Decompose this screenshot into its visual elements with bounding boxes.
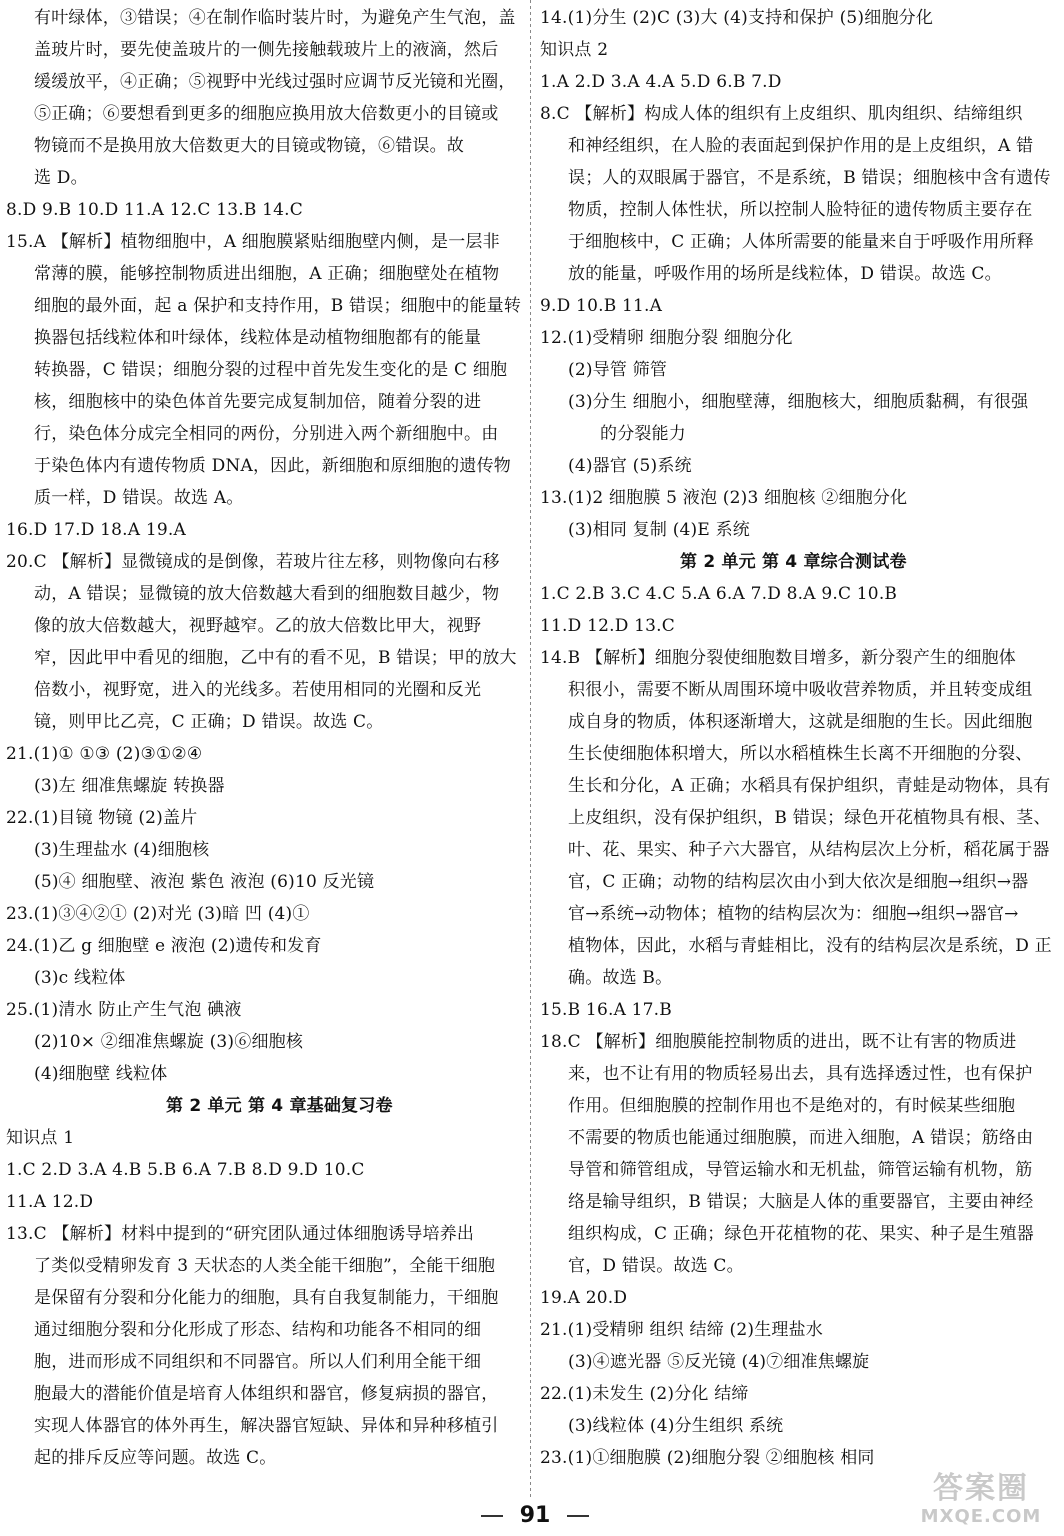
text-line: 导管和筛管组成，导管运输水和无机盐，筛管运输有机物，筋 <box>568 1160 1033 1180</box>
text-line: 了类似受精卵发育 3 天状态的人类全能干细胞”，全能干细胞 <box>34 1256 496 1276</box>
answer-line: 24.(1)乙 g 细胞壁 e 液泡 (2)遗传和发育 <box>6 936 322 956</box>
text-line: 像的放大倍数越大，视野越窄。乙的放大倍数比甲大，视野 <box>34 616 482 636</box>
text-line: 误；人的双眼属于器官，不是系统，B 错误；细胞核中含有遗传 <box>568 168 1051 188</box>
watermark-text: 答案圈 <box>933 1471 1029 1506</box>
answer-line: 8.D 9.B 10.D 11.A 12.C 13.B 14.C <box>6 200 303 220</box>
answer-line: 23.(1)①细胞膜 (2)细胞分裂 ②细胞核 相同 <box>540 1448 875 1468</box>
text-line: 放的能量，呼吸作用的场所是线粒体，D 错误。故选 C。 <box>568 264 1002 284</box>
answer-line: 11.D 12.D 13.C <box>540 616 675 636</box>
answer-line: 15.B 16.A 17.B <box>540 1000 672 1020</box>
text-line: 通过细胞分裂和分化形成了形态、结构和功能各不相同的细 <box>34 1320 482 1340</box>
answer-line: 12.(1)受精卵 细胞分裂 细胞分化 <box>540 328 793 348</box>
text-line: 积很小，需要不断从周围环境中吸收营养物质，并且转变成组 <box>568 680 1033 700</box>
text-line: 成自身的物质，体积逐渐增大，这就是细胞的生长。因此细胞 <box>568 712 1033 732</box>
answer-line: (3)左 细准焦螺旋 转换器 <box>34 776 225 796</box>
text-line: 植物体，因此，水稻与青蛙相比，没有的结构层次是系统，D 正 <box>568 936 1052 956</box>
text-line: 于细胞核中，C 正确；人体所需要的能量来自于呼吸作用所释 <box>568 232 1035 252</box>
text-line: 官→系统→动物体；植物的结构层次为：细胞→组织→器官→ <box>568 904 1019 924</box>
answer-line: 8.C 【解析】构成人体的组织有上皮组织、肌肉组织、结缔组织 <box>540 104 1023 124</box>
page-number: 91 <box>505 1502 565 1530</box>
answer-line: (4)器官 (5)系统 <box>568 456 692 476</box>
text-line: 盖玻片时，要先使盖玻片的一侧先接触载玻片上的液滴，然后 <box>34 40 499 60</box>
text-line: 组织构成，C 正确；绿色开花植物的花、果实、种子是生殖器 <box>568 1224 1035 1244</box>
answer-line: 21.(1)① ①③ (2)③①②④ <box>6 744 203 764</box>
text-line: 来，也不让有用的物质轻易出去，具有选择透过性，也有保护 <box>568 1064 1033 1084</box>
answer-line: 20.C 【解析】显微镜成的是倒像，若玻片往左移，则物像向右移 <box>6 552 500 572</box>
text-line: 作用。但细胞膜的控制作用也不是绝对的，有时候某些细胞 <box>568 1096 1016 1116</box>
answer-line: 13.(1)2 细胞膜 5 液泡 (2)3 细胞核 ②细胞分化 <box>540 488 908 508</box>
text-line: 缓缓放平，④正确；⑤视野中光线过强时应调节反光镜和光圈， <box>34 72 516 92</box>
text-line: 倍数小，视野宽，进入的光线多。若使用相同的光圈和反光 <box>34 680 482 700</box>
answer-line: 19.A 20.D <box>540 1288 628 1308</box>
text-line: 行，染色体分成完全相同的两份，分别进入两个新细胞中。由 <box>34 424 499 444</box>
text-line: 上皮组织，没有保护组织，B 错误；绿色开花植物具有根、茎、 <box>568 808 1051 828</box>
text-line: 是保留有分裂和分化能力的细胞，具有自我复制能力，干细胞 <box>34 1288 499 1308</box>
answer-line: (3)④遮光器 ⑤反光镜 (4)⑦细准焦螺旋 <box>568 1352 870 1372</box>
text-line: 确。故选 B。 <box>568 968 673 988</box>
text-line: 叶、花、果实、种子六大器官，从结构层次上分析，稻花属于器 <box>568 840 1050 860</box>
answer-line: 16.D 17.D 18.A 19.A <box>6 520 186 540</box>
text-line: 于染色体内有遗传物质 DNA，因此，新细胞和原细胞的遗传物 <box>34 456 511 476</box>
text-line: 窄，因此甲中看见的细胞，乙中有的看不见，B 错误；甲的放大 <box>34 648 517 668</box>
text-line: 实现人体器官的体外再生，解决器官短缺、异体和异种移植引 <box>34 1416 499 1436</box>
answer-line: (5)④ 细胞壁、液泡 紫色 液泡 (6)10 反光镜 <box>34 872 375 892</box>
answer-line: (4)细胞壁 线粒体 <box>34 1064 168 1084</box>
subsection-label: 知识点 1 <box>6 1128 75 1148</box>
text-line: 物质，控制人体性状，所以控制人脸特征的遗传物质主要存在 <box>568 200 1033 220</box>
text-line: 生长使细胞体积增大，所以水稻植株生长离不开细胞的分裂、 <box>568 744 1033 764</box>
text-line: 官，D 错误。故选 C。 <box>568 1256 744 1276</box>
text-line: 生长和分化，A 正确；水稻具有保护组织，青蛙是动物体，具有 <box>568 776 1051 796</box>
text-line: 物镜而不是换用放大倍数更大的目镜或物镜，⑥错误。故 <box>34 136 464 156</box>
text-line: 胞最大的潜能价值是培育人体组织和器官，修复病损的器官， <box>34 1384 499 1404</box>
section-heading: 第 2 单元 第 4 章综合测试卷 <box>680 552 907 572</box>
answer-line: 14.B 【解析】细胞分裂使细胞数目增多，新分裂产生的细胞体 <box>540 648 1016 668</box>
watermark-logo <box>906 1472 1056 1530</box>
answer-line: 25.(1)清水 防止产生气泡 碘液 <box>6 1000 242 1020</box>
text-line: 不需要的物质也能通过细胞膜，而进入细胞，A 错误；筋络由 <box>568 1128 1034 1148</box>
answer-line: (3)生理盐水 (4)细胞核 <box>34 840 210 860</box>
watermark-url: MXQE.COM <box>920 1506 1042 1527</box>
answer-line: (3)线粒体 (4)分生组织 系统 <box>568 1416 784 1436</box>
text-line: 常薄的膜，能够控制物质进出细胞，A 正确；细胞壁处在植物 <box>34 264 500 284</box>
answer-line: 的分裂能力 <box>600 424 686 444</box>
subsection-label: 知识点 2 <box>540 40 609 60</box>
text-line: 和神经组织，在人脸的表面起到保护作用的是上皮组织，A 错 <box>568 136 1034 156</box>
text-line: 细胞的最外面，起 a 保护和支持作用，B 错误；细胞中的能量转 <box>34 296 522 316</box>
column-divider <box>530 0 531 1500</box>
text-line: 核，细胞核中的染色体首先要完成复制加倍，随着分裂的进 <box>34 392 482 412</box>
text-line: 换器包括线粒体和叶绿体，线粒体是动植物细胞都有的能量 <box>34 328 482 348</box>
answer-line: 22.(1)目镜 物镜 (2)盖片 <box>6 808 198 828</box>
answer-line: (3)分生 细胞小，细胞壁薄，细胞核大，细胞质黏稠，有很强 <box>568 392 1029 412</box>
answer-line: (3)相同 复制 (4)E 系统 <box>568 520 750 540</box>
answer-line: 9.D 10.B 11.A <box>540 296 663 316</box>
text-line: 起的排斥反应等问题。故选 C。 <box>34 1448 277 1468</box>
answer-line: 1.C 2.D 3.A 4.B 5.B 6.A 7.B 8.D 9.D 10.C <box>6 1160 365 1180</box>
answer-line: 1.A 2.D 3.A 4.A 5.D 6.B 7.D <box>540 72 782 92</box>
text-line: 选 D。 <box>34 168 88 188</box>
answer-line: 21.(1)受精卵 组织 结缔 (2)生理盐水 <box>540 1320 824 1340</box>
text-line: 动，A 错误；显微镜的放大倍数越大看到的细胞数目越少，物 <box>34 584 500 604</box>
text-line: ⑤正确；⑥要想看到更多的细胞应换用放大倍数更小的目镜或 <box>34 104 499 124</box>
text-line: 质一样，D 错误。故选 A。 <box>34 488 244 508</box>
answer-line: (3)c 线粒体 <box>34 968 126 988</box>
answer-line: 18.C 【解析】细胞膜能控制物质的进出，既不让有害的物质进 <box>540 1032 1017 1052</box>
answer-line: 15.A 【解析】植物细胞中，A 细胞膜紧贴细胞壁内侧，是一层非 <box>6 232 500 252</box>
answer-line: 13.C 【解析】材料中提到的“研究团队通过体细胞诱导培养出 <box>6 1224 475 1244</box>
text-line: 镜，则甲比乙亮，C 正确；D 错误。故选 C。 <box>34 712 384 732</box>
text-line: 有叶绿体，③错误；④在制作临时装片时，为避免产生气泡，盖 <box>34 8 516 28</box>
answer-line: 14.(1)分生 (2)C (3)大 (4)支持和保护 (5)细胞分化 <box>540 8 934 28</box>
text-line: 转换器，C 错误；细胞分裂的过程中首先发生变化的是 C 细胞 <box>34 360 508 380</box>
section-heading: 第 2 单元 第 4 章基础复习卷 <box>166 1096 393 1116</box>
answer-line: (2)导管 筛管 <box>568 360 668 380</box>
text-line: 胞，进而形成不同组织和不同器官。所以人们利用全能干细 <box>34 1352 482 1372</box>
text-line: 官，C 正确；动物的结构层次由小到大依次是细胞→组织→器 <box>568 872 1029 892</box>
answer-line: 22.(1)未发生 (2)分化 结缔 <box>540 1384 749 1404</box>
answer-line: (2)10× ②细准焦螺旋 (3)⑥细胞核 <box>34 1032 304 1052</box>
answer-line: 11.A 12.D <box>6 1192 94 1212</box>
answer-line: 1.C 2.B 3.C 4.C 5.A 6.A 7.D 8.A 9.C 10.B <box>540 584 898 604</box>
text-line: 络是输导组织，B 错误；大脑是人体的重要器官，主要由神经 <box>568 1192 1034 1212</box>
answer-line: 23.(1)③④②① (2)对光 (3)暗 凹 (4)① <box>6 904 310 924</box>
